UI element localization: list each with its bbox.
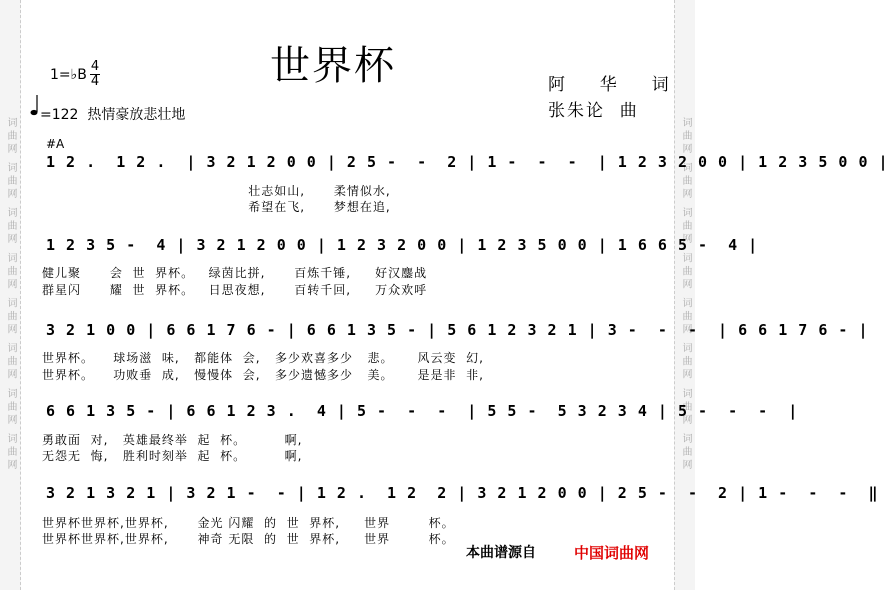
notation-row: 1 2 3 5 - 4 | 3 2 1 2 0 0 | 1 2 3 2 0 0 | 1 2 3 5 0 0 | 1 6 6 5 - 4 |	[46, 236, 759, 254]
lyricist-credit: 阿 华 词	[548, 75, 677, 95]
notation-row: 3 2 1 0 0 | 6 6 1 7 6 - | 6 6 1 3 5 - | 5 6 1 2 3 2 1 | 3 - - - | 6 6 1 7 6 - |	[46, 321, 869, 339]
section-marker: #A	[46, 137, 65, 151]
composer-credit: 张朱论 曲	[548, 101, 639, 121]
watermark-left-strip: 词曲网 词曲网 词曲网 词曲网 词曲网 词曲网 词曲网 词曲网	[0, 0, 21, 590]
watermark-right-strip: 词曲网 词曲网 词曲网 词曲网 词曲网 词曲网 词曲网 词曲网	[674, 0, 695, 590]
key-signature: 1=♭B	[50, 67, 87, 83]
lyric-row: 世界杯。 球场滋 味, 都能体 会, 多少欢喜多少 悲。 风云变 幻,	[42, 351, 484, 365]
site-brand: 中国词曲网	[574, 544, 650, 562]
tempo-marking: =122 热情豪放悲壮地	[40, 107, 186, 123]
lyric-row: 健儿聚 会 世 界杯。 绿茵比拼, 百炼千锤, 好汉鏖战	[42, 266, 428, 280]
lyric-row: 群星闪 耀 世 界杯。 日思夜想, 百转千回, 万众欢呼	[42, 283, 428, 297]
notation-row: 1 2 . 1 2 . | 3 2 1 2 0 0 | 2 5 - - 2 | 1 - - - | 1 2 3 2 0 0 | 1 2 3 5 0 0 |	[46, 153, 889, 171]
lyric-row: 壮志如山, 柔情似水,	[46, 184, 391, 198]
lyric-row: 希望在飞, 梦想在追,	[46, 200, 391, 214]
lyric-row: 勇敢面 对, 英雄最终举 起 杯。 啊,	[42, 433, 303, 447]
time-signature	[90, 60, 100, 89]
notation-row: 6 6 1 3 5 - | 6 6 1 2 3 . 4 | 5 - - - | 5 5 - 5 3 2 3 4 | 5 - - - |	[46, 402, 799, 420]
time-signature-top: 4	[90, 59, 100, 74]
lyric-row: 世界杯世界杯,世界杯, 神奇 无限 的 世 界杯, 世界 杯。	[42, 532, 455, 546]
source-note: 本曲谱源自	[466, 545, 536, 561]
time-signature-bottom: 4	[90, 74, 100, 89]
lyric-row: 无怨无 悔, 胜利时刻举 起 杯。 啊,	[42, 449, 303, 463]
lyric-row: 世界杯世界杯,世界杯, 金光 闪耀 的 世 界杯, 世界 杯。	[42, 516, 455, 530]
song-title: 世界杯	[270, 43, 396, 89]
notation-row: 3 2 1 3 2 1 | 3 2 1 - - | 1 2 . 1 2 2 | 3 2 1 2 0 0 | 2 5 - - 2 | 1 - - - ‖	[46, 484, 879, 502]
quarter-note-icon	[30, 94, 38, 116]
lyric-row: 世界杯。 功败垂 成, 慢慢体 会, 多少遗憾多少 美。 是是非 非,	[42, 368, 484, 382]
